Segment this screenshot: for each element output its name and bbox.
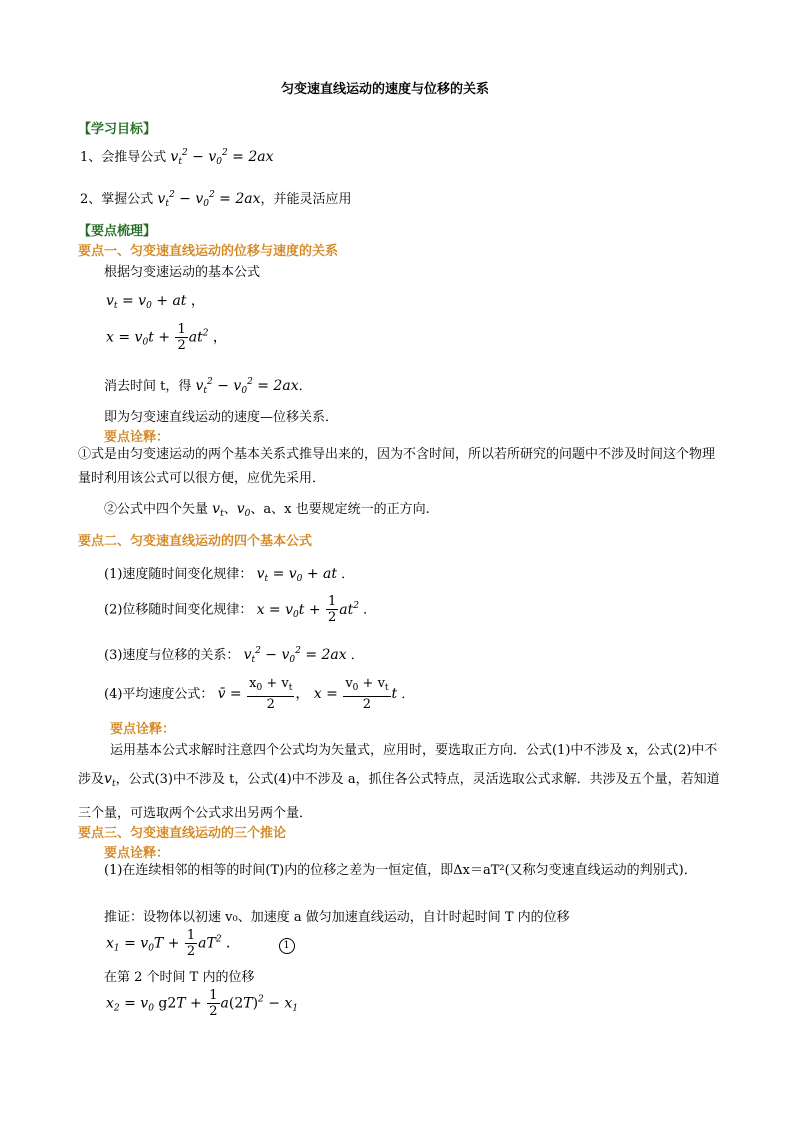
symbol-vt: $v_t$ <box>212 501 224 519</box>
equation-number-1: 1 <box>279 938 295 954</box>
formula-x1: $x_1 = v_0T$ + $\frac{1}{2}$ $aT^2$ ． 1 <box>106 928 295 959</box>
formula-3-label: (3)速度与位移的关系： <box>104 648 240 663</box>
note-label-1: 要点诠释： <box>104 430 170 445</box>
symbol-v0: $v_0$ <box>236 501 251 519</box>
formula-displacement-time: $x = v_0t$ + $\frac{1}{2}$ $at^2$ ， <box>106 322 227 353</box>
section-1-intro: 根据匀变速运动的基本公式 <box>104 265 261 280</box>
note-2-text-a: ②公式中四个矢量 <box>104 502 209 517</box>
formula-velocity-displacement: $v_t^2 - v_0^2 = 2ax$ <box>157 190 261 209</box>
formula-3: (3)速度与位移的关系： $v_t^2 - v_0^2 = 2ax$ ． <box>104 646 364 665</box>
formula-2: (2)位移随时间变化规律： $x = v_0t$ + $\frac{1}{2}$ $at^2$ ． <box>104 594 377 625</box>
note-label-3: 要点诠释： <box>104 846 170 861</box>
formula-1-label: (1)速度随时间变化规律： <box>104 567 253 582</box>
section-1-title: 要点一、匀变速直线运动的位移与速度的关系 <box>78 244 339 259</box>
note-2-text-b: 、a、x 也要规定统一的正方向. <box>250 502 430 517</box>
goal-2-label: 2、掌握公式 <box>80 192 154 207</box>
section-3-proof: 推证：设物体以初速 v₀、加速度 a 做匀加速直线运动，自计时起时间 T 内的位移 <box>104 910 570 925</box>
formula-4: (4)平均速度公式： v̄ = $\frac{x_0 + v_t}{2}$ ， x = $\frac{v_0 + v_t}{2}$ t ． <box>104 676 415 712</box>
goal-1 <box>80 146 274 167</box>
section-1-note-2: ②公式中四个矢量 $v_t$、$v_0$、a、x 也要规定统一的正方向. <box>104 501 430 519</box>
formula-velocity-displacement: $v_t^2 - v_0^2 = 2ax$ <box>170 148 274 167</box>
section-3-second-interval: 在第 2 个时间 T 内的位移 <box>104 970 255 985</box>
formula-4-label: (4)平均速度公式： <box>104 687 214 702</box>
section-2-title: 要点二、匀变速直线运动的四个基本公式 <box>78 534 313 549</box>
page-title: 匀变速直线运动的速度与位移的关系 <box>281 82 490 97</box>
key-points-header: 【要点梳理】 <box>78 224 157 239</box>
note-label-2: 要点诠释： <box>110 722 176 737</box>
section-3-title: 要点三、匀变速直线运动的三个推论 <box>78 826 287 841</box>
goal-1-label: 1、会推导公式 <box>80 150 167 165</box>
goal-2-tail: ，并能灵活应用 <box>260 192 352 207</box>
formula-1: (1)速度随时间变化规律： $v_t = v_0$ + at ． <box>104 566 355 584</box>
symbol-vt: $v_t$ <box>104 771 116 789</box>
section-1-conclusion: 即为匀变速直线运动的速度—位移关系． <box>104 410 339 425</box>
section-2-note-b: ，公式(3)中不涉及 t，公式(4)中不涉及 a，抓住各公式特点，灵活选取公式求解．共涉及五个量，若知道三个量，可选取两个公式求出另两个量． <box>78 772 720 821</box>
section-1-eliminate: 消去时间 t，得 $v_t^2 - v_0^2 = 2ax$． <box>104 377 312 396</box>
formula-velocity-time: $v_t = v_0$ + at ， <box>106 293 205 311</box>
section-2-note <box>78 736 722 828</box>
learning-goals-header: 【学习目标】 <box>78 122 157 137</box>
section-2-note-a: 运用基本公式求解时注意四个公式均为矢量式，应用时，要选取正方向．公式(1)中不涉及 x，公式(2)中不涉及 <box>78 743 718 787</box>
formula-2-label: (2)位移随时间变化规律： <box>104 602 253 618</box>
section-1-note-1: ①式是由匀变速运动的两个基本关系式推导出来的，因为不含时间，所以若所研究的问题中不涉及时间这个物理量时利用该公式可以很方便，应优先采用． <box>78 447 716 486</box>
formula-x2: $x_2 = v_0$ g2T + $\frac{1}{2}$ $a(2T)^2 - x_1$ <box>106 988 299 1019</box>
goal-2 <box>80 188 352 209</box>
formula-velocity-displacement: $v_t^2 - v_0^2 = 2ax$ <box>195 377 299 396</box>
eliminate-text: 消去时间 t，得 <box>104 379 192 394</box>
section-3-point-1: (1)在连续相邻的相等的时间(T)内的位移之差为一恒定值，即Δx＝aT²(又称匀变速直线运动的判别式)． <box>104 863 697 878</box>
